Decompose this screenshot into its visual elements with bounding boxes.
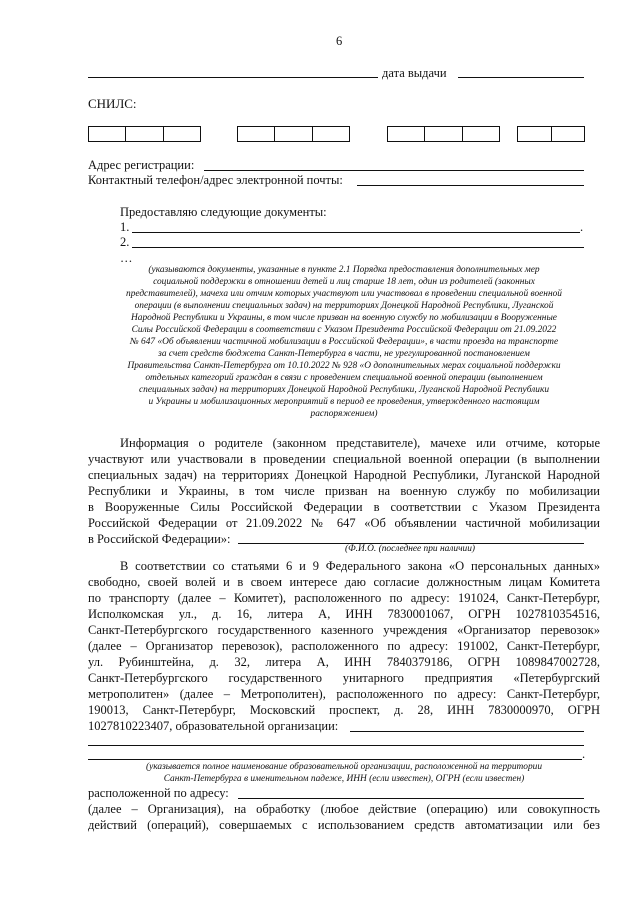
issue-date-label: дата выдачи: [382, 66, 447, 80]
snils-box-group-2[interactable]: [237, 126, 350, 142]
docs-intro: Предоставляю следующие документы:: [120, 205, 327, 219]
page-number: 6: [336, 34, 343, 48]
reg-address-label: Адрес регистрации:: [88, 158, 195, 172]
doc-item-2: 2.: [120, 235, 130, 249]
reg-address-line[interactable]: [204, 170, 584, 171]
parent-info-last: в Российской Федерации»:: [88, 532, 231, 546]
contact-line[interactable]: [357, 185, 584, 186]
consent-last: 1027810223407, образовательной организации:: [88, 719, 339, 733]
issuer-line[interactable]: [88, 77, 378, 78]
contact-label: Контактный телефон/адрес электронной почты:: [88, 173, 343, 187]
org-line-3[interactable]: [88, 759, 582, 760]
snils-label: СНИЛС:: [88, 96, 137, 111]
doc-item-1: 1.: [120, 220, 130, 234]
snils-box-group-3[interactable]: [387, 126, 500, 142]
doc-item-1-line[interactable]: [132, 232, 580, 233]
docs-note: (указываются документы, указанные в пункте 2.1 Порядка предоставления дополнительных мер социальной поддержки в отношении детей и лиц старше 18 лет, один из родителей (законных представителей), мачеха или отчим которых участвуют или участвовал в проведении специальной военной операции (в выполнении специальных задач) на территориях Донецкой Народной Республики, Луганской Народной Республики и Украины, в том числе призван на военную службу по мобилизации в Вооруженные Силы Российской Федерации в соответствии с Указом Президента Российской Федерации от 21.09.2022 № 647 «Об объявлении частичной мобилизации в Российской Федерации», в части проезда на транспорте за счет средств бюджета Санкт-Петербурга в части, не урегулированной постановлением Правительства Санкт-Петербурга от 10.10.2022 № 928 «О дополнительных мерах социальной поддержки отдельных категорий граждан в связи с проведением специальной военной операции (выполнением специальных задач) на территориях Донецкой Народной Республики, Луганской Народной Республики и Украины и мобилизационных мероприятий в период ее проведения, утвержденного настоящим распоряжением): [126, 265, 562, 419]
issue-date-line[interactable]: [458, 77, 584, 78]
snils-box-group-4[interactable]: [517, 126, 585, 142]
snils-box-group-1[interactable]: [88, 126, 201, 142]
org-note: (указывается полное наименование образовательной организации, расположенной на территории Санкт-Петербурга в именительном падеже, ИНН (если известен), ОГРН (если известен): [145, 762, 543, 784]
org-line-2[interactable]: [88, 745, 584, 746]
doc-item-1-end: .: [580, 220, 584, 234]
fio-note: (Ф.И.О. (последнее при наличии): [345, 544, 476, 554]
located-label: расположенной по адресу:: [88, 786, 229, 800]
org-line-1[interactable]: [350, 731, 584, 732]
org-line-end: .: [582, 747, 586, 761]
org-address-line[interactable]: [238, 798, 584, 799]
doc-item-ellipsis: …: [120, 251, 133, 265]
doc-item-2-line[interactable]: [132, 247, 584, 248]
